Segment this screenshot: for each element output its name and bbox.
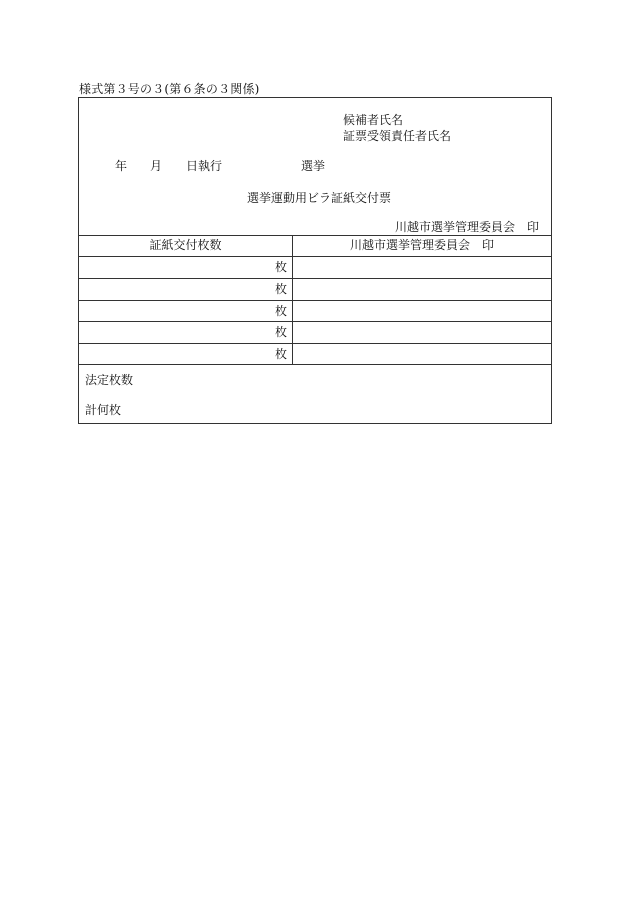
voucher-sheet xyxy=(78,97,552,424)
candidate-name-label: 候補者氏名 xyxy=(343,113,404,127)
receiver-name-label: 証票受領責任者氏名 xyxy=(343,129,452,143)
table-row-count-unit: 枚 xyxy=(274,325,287,339)
table-row-count-unit: 枚 xyxy=(274,282,287,296)
date-month-label: 月 xyxy=(150,159,163,173)
date-year-label: 年 xyxy=(115,159,128,173)
date-day-label: 日執行 xyxy=(186,159,223,173)
table-header-stamp: 川越市選挙管理委員会 印 xyxy=(349,238,494,252)
form-number: 様式第３号の３(第６条の３関係) xyxy=(79,82,260,96)
legal-count-label: 法定枚数 xyxy=(85,373,134,387)
table-row-count-unit: 枚 xyxy=(274,304,287,318)
table-row-count-unit: 枚 xyxy=(274,260,287,274)
table-header-count: 証紙交付枚数 xyxy=(149,238,222,252)
total-count-label: 計何枚 xyxy=(85,403,122,417)
document-title: 選挙運動用ビラ証紙交付票 xyxy=(247,191,392,205)
table-row-count-unit: 枚 xyxy=(274,347,287,361)
table-bottom-rule xyxy=(79,364,551,365)
election-label: 選挙 xyxy=(301,159,326,173)
issuer-stamp-line: 川越市選挙管理委員会 印 xyxy=(395,220,540,234)
